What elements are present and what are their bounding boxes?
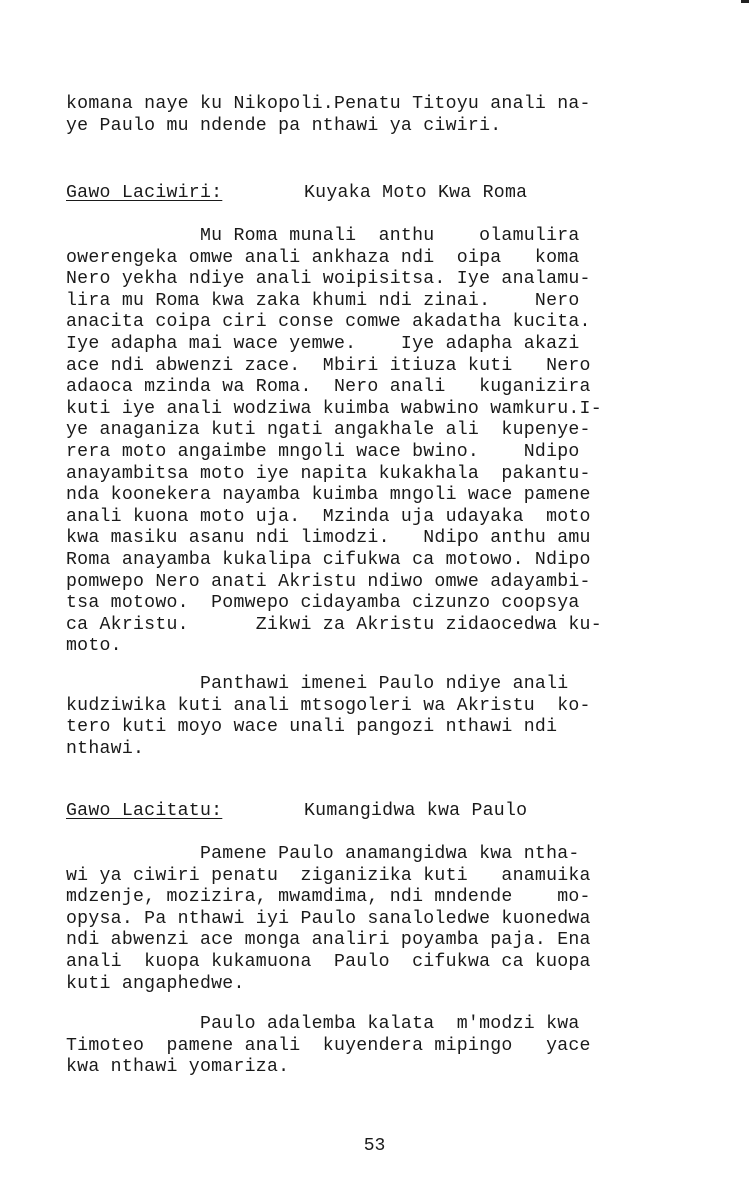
text-line: kudziwika kuti anali mtsogoleri wa Akristu ko- [66, 695, 591, 716]
text-line: tero kuti moyo wace unali pangozi nthawi ndi [66, 717, 558, 738]
text-line: nthawi. [66, 738, 145, 759]
text-line: rera moto angaimbe mngoli wace bwino. Ndipo [66, 441, 580, 462]
text-line: mdzenje, mozizira, mwamdima, ndi mndende mo- [66, 887, 591, 908]
text-line: Timoteo pamene anali kuyendera mipingo yace [66, 1035, 591, 1056]
text-line: anacita coipa ciri conse comwe akadatha kucita. [66, 312, 591, 333]
text-line: ca Akristu. Zikwi za Akristu zidaocedwa ku- [66, 614, 602, 635]
text-line: lira mu Roma kwa zaka khumi ndi zinai. Nero [66, 290, 580, 311]
page-edge-mark [741, 0, 749, 3]
text-line: ye Paulo mu ndende pa nthawi ya ciwiri. [66, 115, 502, 136]
text-line: wi ya ciwiri penatu ziganizika kuti anamuika [66, 865, 591, 886]
section-3-paragraph-1 [66, 844, 666, 995]
section-2-paragraph-1 [66, 226, 666, 658]
intro-paragraph [66, 94, 666, 137]
text-line: Panthawi imenei Paulo ndiye anali [66, 674, 569, 694]
section-heading-2 [66, 182, 686, 206]
section-title: Kumangidwa kwa Paulo [304, 801, 528, 821]
text-line: Mu Roma munali anthu olamulira [66, 226, 580, 246]
section-title: Kuyaka Moto Kwa Roma [304, 183, 528, 203]
text-line: anali kuona moto uja. Mzinda uja udayaka moto [66, 506, 591, 527]
section-label: Gawo Laciwiri: [66, 183, 223, 203]
text-line: ndi abwenzi ace monga analiri poyamba paja. Ena [66, 930, 591, 951]
text-line: Iye adapha mai wace yemwe. Iye adapha akazi [66, 333, 580, 354]
text-line: ye anaganiza kuti ngati angakhale ali kupenye- [66, 420, 591, 441]
section-label: Gawo Lacitatu: [66, 801, 223, 821]
text-line: kwa nthawi yomariza. [66, 1057, 290, 1078]
text-line: Pamene Paulo anamangidwa kwa ntha- [66, 844, 580, 864]
text-line: pomwepo Nero anati Akristu ndiwo omwe adayambi- [66, 571, 591, 592]
text-line: kwa masiku asanu ndi limodzi. Ndipo anthu amu [66, 528, 591, 549]
section-3-paragraph-2 [66, 1014, 666, 1079]
section-2-paragraph-2 [66, 674, 666, 760]
text-line: anayambitsa moto iye napita kukakhala pakantu- [66, 463, 591, 484]
text-line: nda koonekera nayamba kuimba mngoli wace pamene [66, 485, 591, 506]
text-line: kuti iye anali wodziwa kuimba wabwino wamkuru.I- [66, 398, 602, 419]
text-line: tsa motowo. Pomwepo cidayamba cizunzo coopsya [66, 593, 580, 614]
section-heading-3 [66, 800, 686, 824]
page-number: 53 [363, 1136, 386, 1156]
text-line: anali kuopa kukamuona Paulo cifukwa ca kuopa [66, 951, 591, 972]
text-line: ace ndi abwenzi zace. Mbiri itiuza kuti Nero [66, 355, 591, 376]
text-line: owerengeka omwe anali ankhaza ndi oipa koma [66, 247, 580, 268]
text-line: komana naye ku Nikopoli.Penatu Titoyu anali na- [66, 94, 591, 114]
text-line: opysa. Pa nthawi iyi Paulo sanaloledwe kuonedwa [66, 908, 591, 929]
text-line: Paulo adalemba kalata m'modzi kwa [66, 1014, 580, 1034]
text-line: moto. [66, 636, 122, 657]
text-line: kuti angaphedwe. [66, 973, 245, 994]
text-line: adaoca mzinda wa Roma. Nero anali kuganizira [66, 377, 591, 398]
text-line: Roma anayamba kukalipa cifukwa ca motowo. Ndipo [66, 549, 591, 570]
text-line: Nero yekha ndiye anali woipisitsa. Iye analamu- [66, 269, 591, 290]
